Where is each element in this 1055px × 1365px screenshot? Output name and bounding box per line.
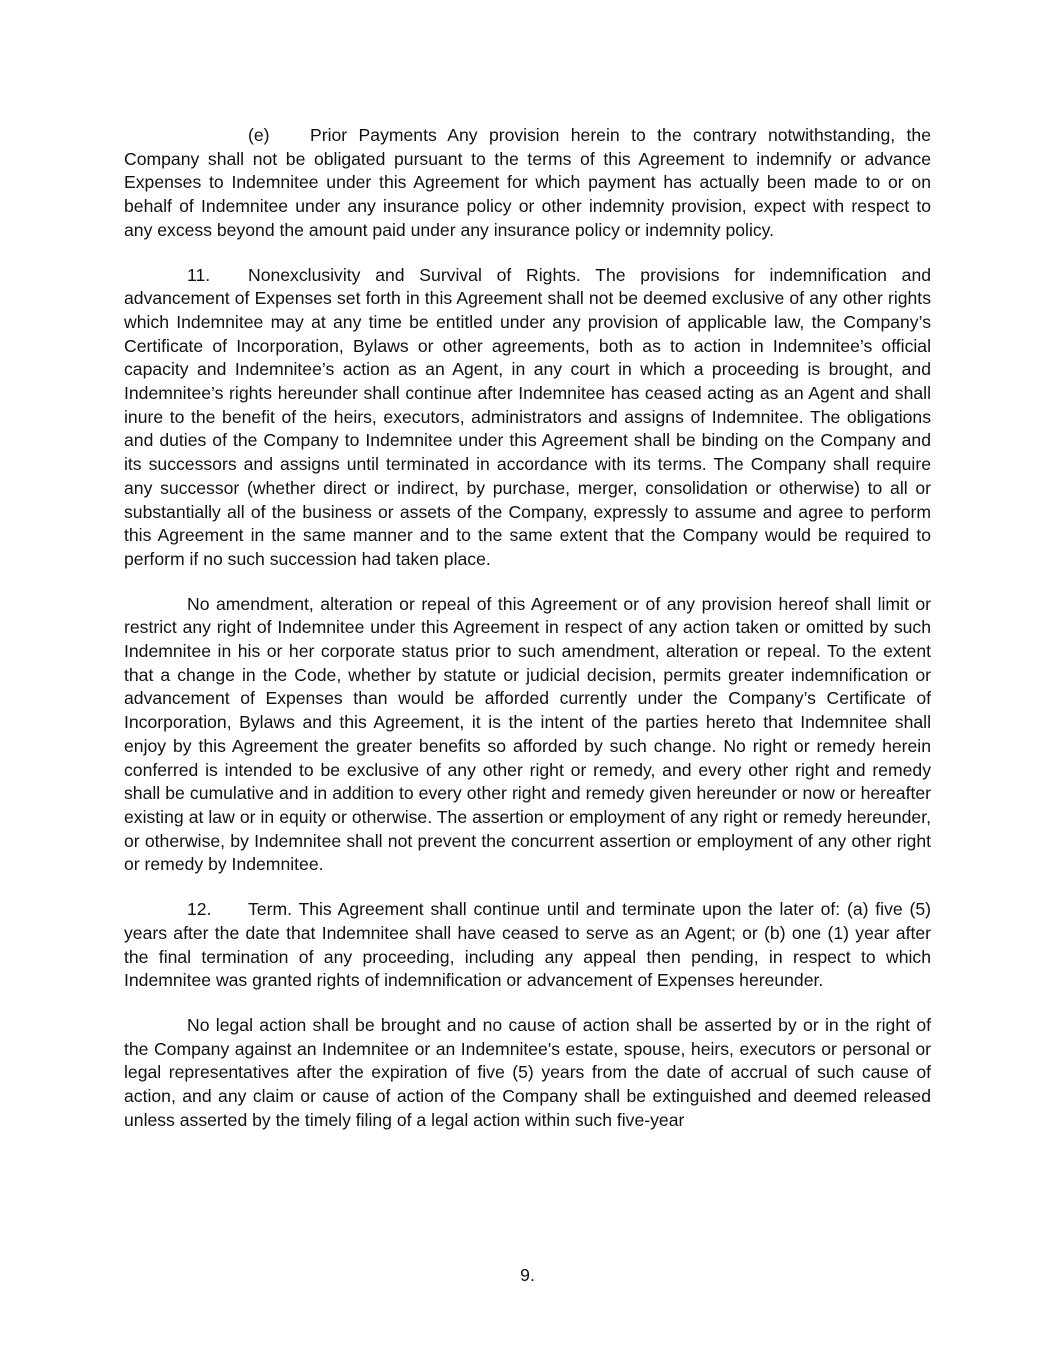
- section-heading: Term.: [248, 899, 292, 920]
- paragraph-section-11: [124, 264, 931, 572]
- paragraph-text: No amendment, alteration or repeal of this Agreement or of any provision hereof shall limit or restrict any right of Indemnitee under this Agreement in respect of any action taken or omitted by such Indemnitee in his or her corporate status prior to such amendment, alteration or repeal. To the extent that a change in the Code, whether by statute or judicial decision, permits greater indemnification or advancement of Expenses than would be afforded currently under the Company’s Certificate of Incorporation, Bylaws and this Agreement, it is the intent of the parties hereto that Indemnitee shall enjoy by this Agreement the greater benefits so afforded by such change. No right or remedy herein conferred is intended to be exclusive of any other right or remedy, and every other right and remedy shall be cumulative and in addition to every other right and remedy given hereunder or now or hereafter existing at law or in equity or otherwise. The assertion or employment of any right or remedy hereunder, or otherwise, by Indemnitee shall not prevent the concurrent assertion or employment of any other right or remedy by Indemnitee.: [124, 593, 931, 875]
- paragraph-prior-payments: [124, 124, 931, 243]
- page-number: 9.: [520, 1265, 535, 1285]
- paragraph-text: Any provision herein to the contrary notwithstanding, the Company shall not be obligated pursuant to the terms of this Agreement to indemnify or advance Expenses to Indemnitee under this Agreement for which payment has actually been made to or on behalf of Indemnitee under any insurance policy or other indemnity provision, expect with respect to any excess beyond the amount paid under any insurance policy or indemnity policy.: [124, 125, 931, 240]
- paragraph-no-legal-action: [124, 1014, 931, 1133]
- paragraph-no-amendment: [124, 593, 931, 877]
- paragraph-text: The provisions for indemnification and advancement of Expenses set forth in this Agreement shall not be deemed exclusive of any other rights which Indemnitee may at any time be entitled under any provision of applicable law, the Company’s Certificate of Incorporation, Bylaws or other agreements, both as to action in Indemnitee’s official capacity and Indemnitee’s action as an Agent, in any court in which a proceeding is brought, and Indemnitee’s rights hereunder shall continue after Indemnitee has ceased acting as an Agent and shall inure to the benefit of the heirs, executors, administrators and assigns of Indemnitee. The obligations and duties of the Company to Indemnitee under this Agreement shall be binding on the Company and its successors and assigns until terminated in accordance with its terms. The Company shall require any successor (whether direct or indirect, by purchase, merger, consolidation or otherwise) to all or substantially all of the business or assets of the Company, expressly to assume and agree to perform this Agreement in the same manner and to the same extent that the Company would be required to perform if no such succession had taken place.: [124, 264, 932, 569]
- paragraph-text: No legal action shall be brought and no cause of action shall be asserted by or in the right of the Company against an Indemnitee or an Indemnitee's estate, spouse, heirs, executors or personal or legal representatives after the expiration of five (5) years from the date of accrual of such cause of action, and any claim or cause of action of the Company shall be extinguished and deemed released unless asserted by the timely filing of a legal action within such five-year: [124, 1014, 931, 1130]
- document-body: [124, 124, 931, 1153]
- section-number: 12.: [187, 899, 212, 920]
- section-heading: Nonexclusivity and Survival of Rights.: [248, 264, 581, 285]
- subsection-label: (e): [248, 125, 270, 145]
- paragraph-section-12: [124, 898, 931, 993]
- section-heading: Prior Payments: [310, 125, 437, 145]
- paragraph-text: This Agreement shall continue until and terminate upon the later of: (a) five (5) years after the date that Indemnitee shall have ceased to serve as an Agent; or (b) one (1) year after the final termination of any proceeding, including any appeal then pending, in respect to which Indemnitee was granted rights of indemnification or advancement of Expenses hereunder.: [124, 899, 931, 991]
- section-number: 11.: [187, 264, 211, 285]
